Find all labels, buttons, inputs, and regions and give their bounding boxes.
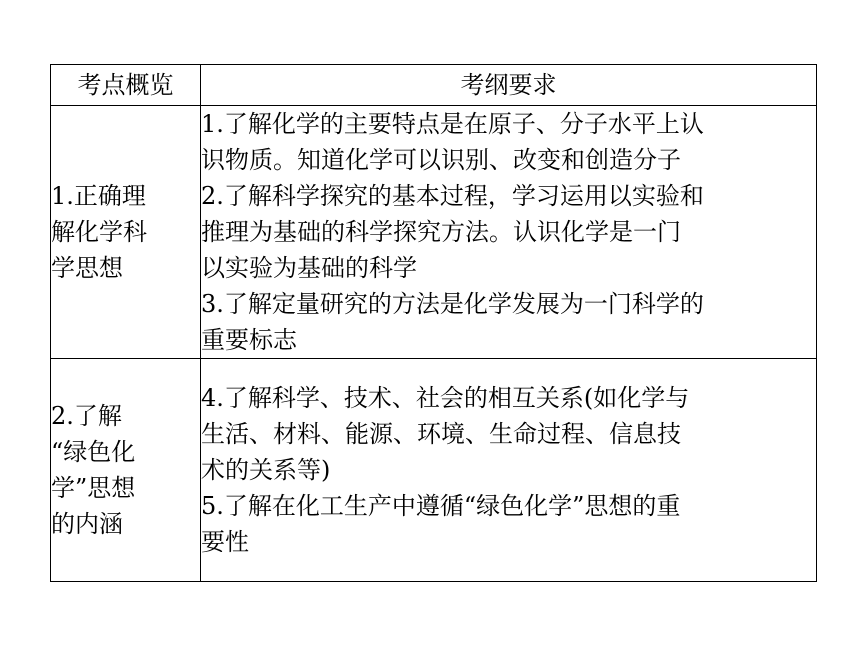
requirement-line: 识物质。知道化学可以识别、改变和创造分子 xyxy=(201,146,681,174)
topic-cell xyxy=(51,106,201,359)
requirement-line: 生活、材料、能源、环境、生命过程、信息技 xyxy=(201,420,681,448)
requirement-line: 4.了解科学、技术、社会的相互关系(如化学与 xyxy=(201,384,690,412)
requirement-line: 1.了解化学的主要特点是在原子、分子水平上认 xyxy=(201,110,704,138)
requirement-cell xyxy=(201,106,817,359)
table-row xyxy=(51,359,817,582)
topic-line: 学”思想 xyxy=(51,474,136,502)
topic-line: 学思想 xyxy=(51,254,123,282)
syllabus-table xyxy=(50,64,817,582)
topic-line: 的内涵 xyxy=(51,510,123,538)
requirement-line: 术的关系等) xyxy=(201,456,331,484)
topic-line: 1.正确理 xyxy=(51,182,146,210)
topic-cell xyxy=(51,359,201,582)
requirement-cell xyxy=(201,359,817,582)
requirement-line: 2.了解科学探究的基本过程，学习运用以实验和 xyxy=(201,182,704,210)
table-row xyxy=(51,106,817,359)
topic-line: “绿色化 xyxy=(51,438,136,466)
topic-line: 解化学科 xyxy=(51,218,147,246)
header-topic-overview: 考点概览 xyxy=(51,65,201,106)
requirement-line: 以实验为基础的科学 xyxy=(201,254,417,282)
requirement-line: 推理为基础的科学探究方法。认识化学是一门 xyxy=(201,218,681,246)
requirement-line: 5.了解在化工生产中遵循“绿色化学”思想的重 xyxy=(201,492,681,520)
requirement-line: 要性 xyxy=(201,528,249,556)
header-row xyxy=(51,65,817,106)
requirement-line: 重要标志 xyxy=(201,326,297,354)
topic-line: 2.了解 xyxy=(51,402,122,430)
requirement-line: 3.了解定量研究的方法是化学发展为一门科学的 xyxy=(201,290,704,318)
header-syllabus-requirements: 考纲要求 xyxy=(201,65,817,106)
